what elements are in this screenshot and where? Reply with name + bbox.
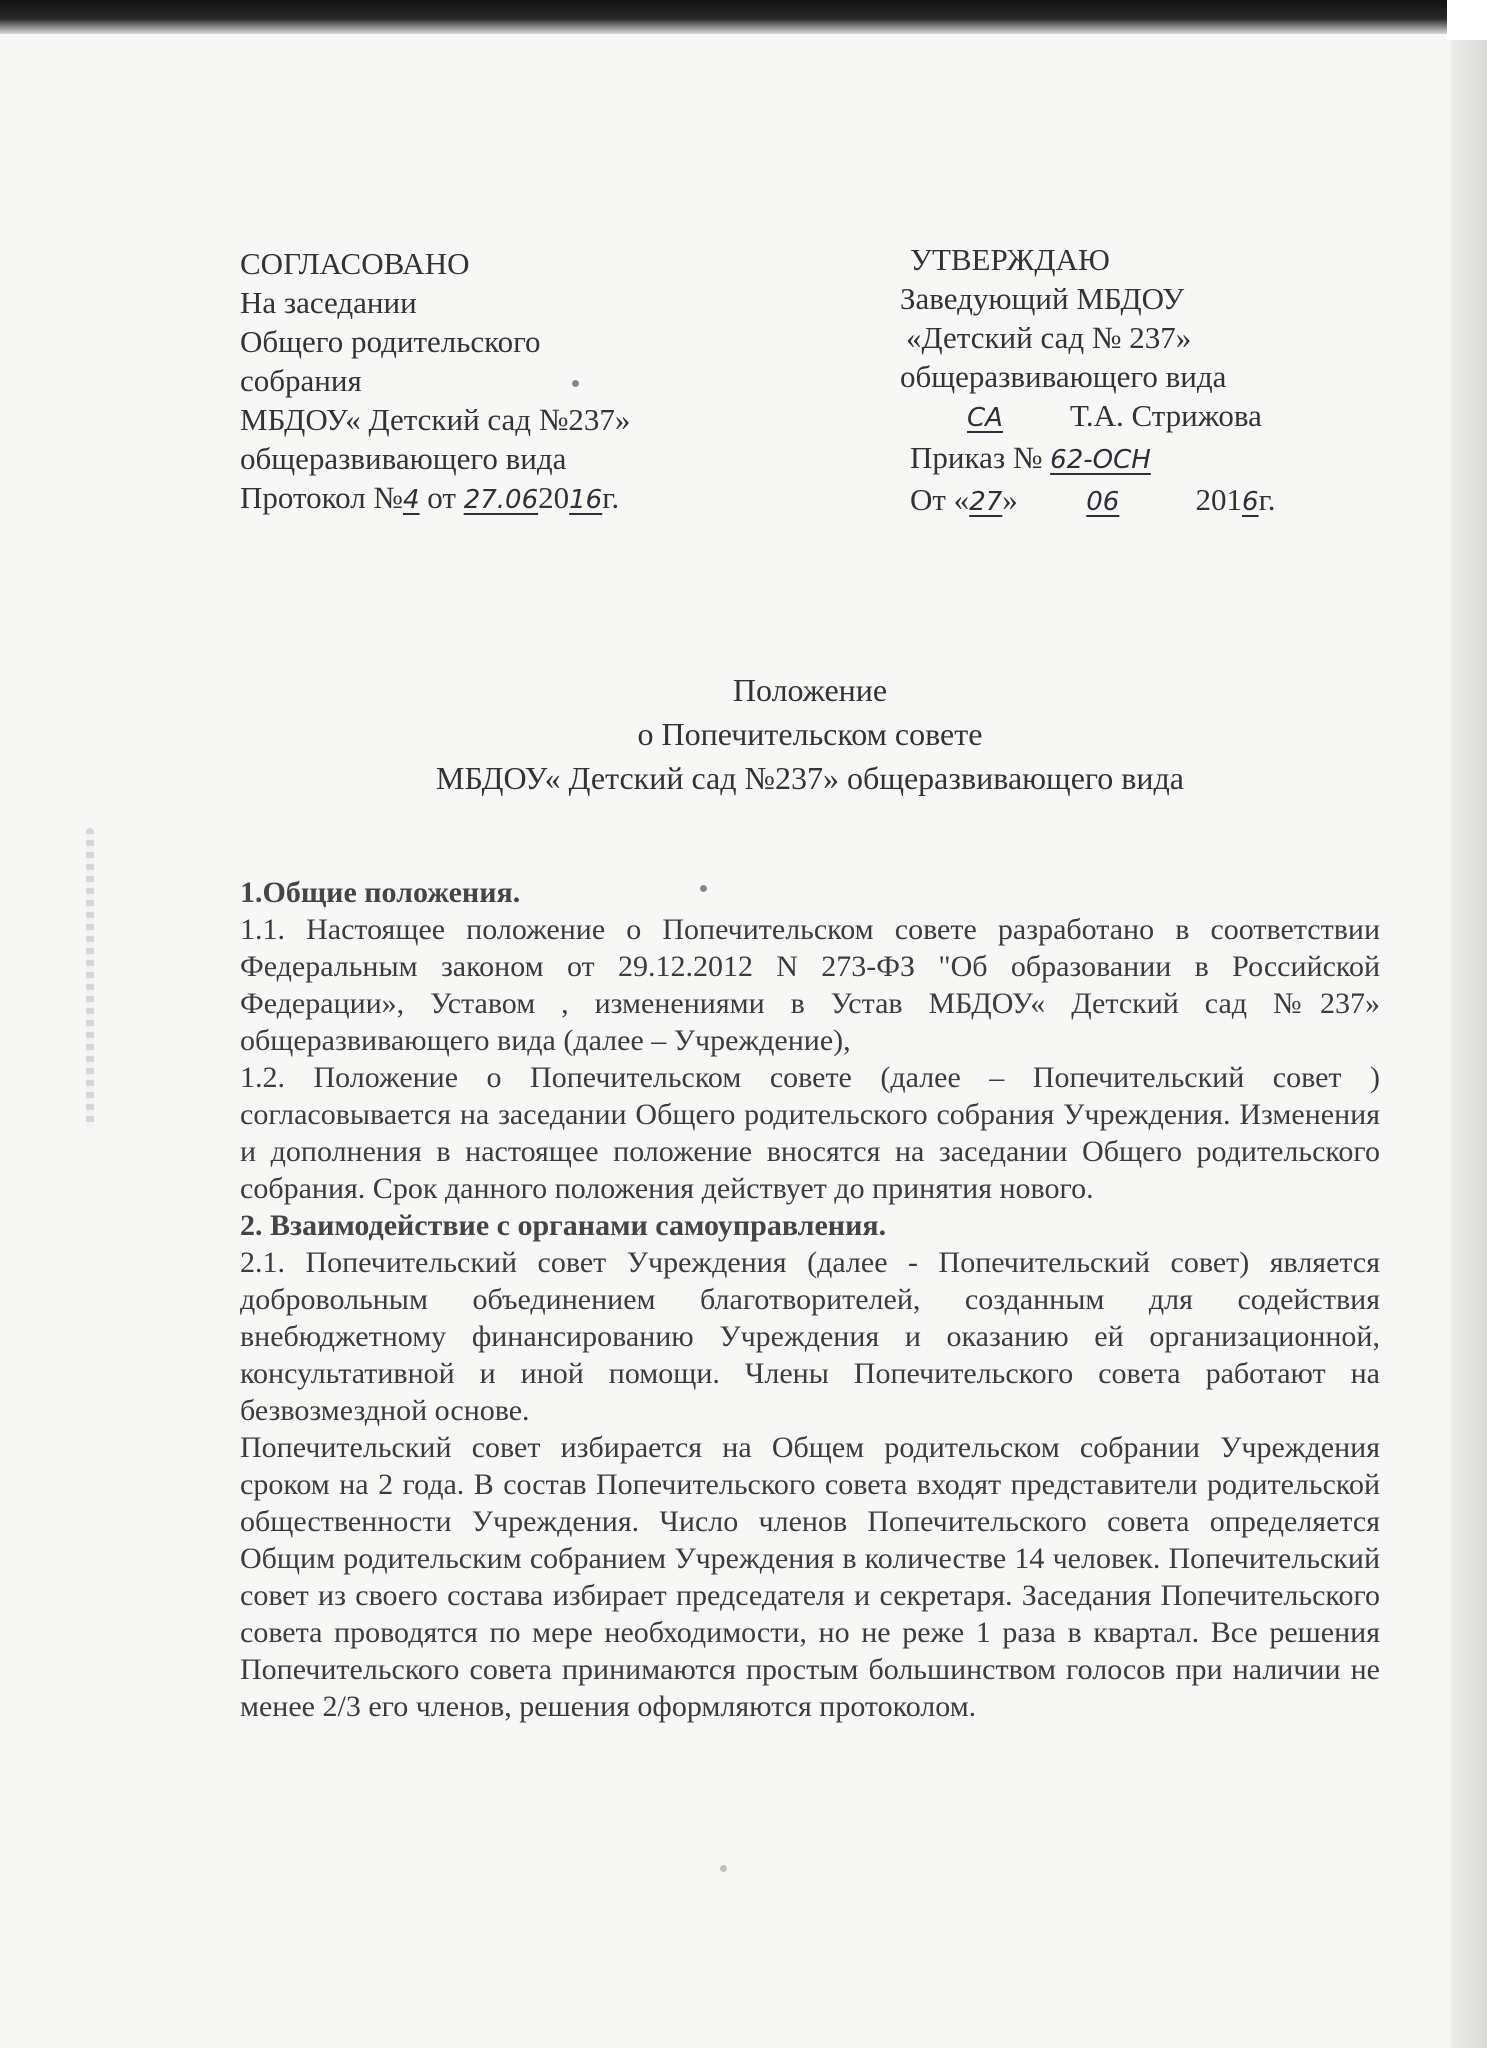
title-line-2: о Попечительском совете — [637, 716, 983, 752]
protocol-year-prefix: 20 — [538, 480, 570, 515]
paragraph-2-2: Попечительский совет избирается на Общем родительском собрании Учреждения сроком на 2 года. В состав Попечительского совета входят представители родительской общественности Учреждения. Число членов Попечительского совета определяется Общим родительским собранием Учреждения в количестве 14 человек. Попечительский совет из своего состава избирает председателя и секретаря. Заседания Попечительского совета проводятся по мере необходимости, но не реже 1 раза в квартал. Все решения Попечительского совета принимаются простым большинством голосов при наличии не менее 2/3 его членов, решения оформляются протоколом. — [240, 1431, 1380, 1723]
protocol-line — [240, 478, 630, 520]
section-heading-1: 1.Общие положения. — [240, 876, 521, 909]
signature-line — [900, 396, 1276, 438]
section-heading-2: 2. Взаимодействие с органами самоуправления. — [240, 1209, 887, 1242]
date-month: 06 — [1086, 487, 1120, 517]
document-body — [240, 874, 1380, 1725]
paragraph-2-1: 2.1. Попечительский совет Учреждения (далее - Попечительский совет) является добровольным объединением благотворителей, созданным для содействия внебюджетному финансированию Учреждения и оказанию ей организационной, консультативной и иной помощи. Члены Попечительского совета работают на безвозмездной основе. — [240, 1246, 1380, 1427]
date-mid: » — [1002, 482, 1018, 517]
signature: СА — [967, 403, 1003, 433]
agreed-line: общеразвивающего вида — [240, 441, 567, 476]
approved-line: Заведующий МБДОУ — [900, 281, 1185, 316]
protocol-from: от — [427, 480, 456, 515]
signer-name: Т.А. Стрижова — [1070, 398, 1262, 433]
order-line — [900, 438, 1276, 480]
protocol-year-suffix: 16 — [569, 485, 603, 515]
protocol-date: 27.06 — [463, 485, 539, 515]
paragraph-1-1: 1.1. Настоящее положение о Попечительском совете разработано в соответствии Федеральным законом от 29.12.2012 N 273-ФЗ "Об образовании в Российской Федерации», Уставом , изменениями в Устав МБДОУ« Детский сад №237» общеразвивающего вида (далее – Учреждение), — [240, 913, 1380, 1057]
date-year-prefix: 201 — [1195, 482, 1243, 517]
date-prefix: От « — [910, 482, 970, 517]
approved-line: УТВЕРЖДАЮ — [910, 242, 1110, 277]
approved-line: «Детский сад № 237» — [906, 320, 1192, 355]
protocol-prefix: Протокол № — [240, 480, 403, 515]
date-year-end: г. — [1258, 482, 1276, 517]
title-line-1: Положение — [732, 672, 888, 708]
agreed-line: МБДОУ« Детский сад №237» — [240, 402, 631, 437]
approved-block — [900, 240, 1276, 522]
date-year-suffix: 6 — [1242, 487, 1259, 517]
protocol-year-end: г. — [602, 480, 620, 515]
scan-speck — [572, 380, 579, 387]
agreed-line: собрания — [240, 363, 362, 398]
paragraph-1-2: 1.2. Положение о Попечительском совете (далее – Попечительский совет ) согласовывается на заседании Общего родительского собрания Учреждения. Изменения и дополнения в настоящее положение вносятся на заседании Общего родительского собрания. Срок данного положения действует до принятия нового. — [240, 1061, 1380, 1205]
document-title — [240, 668, 1380, 800]
order-number: 62-ОСН — [1050, 445, 1151, 475]
order-prefix: Приказ № — [910, 440, 1043, 475]
agreed-line: На заседании — [240, 285, 417, 320]
protocol-number: 4 — [403, 485, 420, 515]
agreed-line: СОГЛАСОВАНО — [240, 246, 470, 281]
title-line-3: МБДОУ« Детский сад №237» общеразвивающего вида — [436, 760, 1184, 796]
date-day: 27 — [969, 487, 1003, 517]
scan-speck — [720, 1865, 727, 1872]
approval-date-line — [900, 480, 1276, 522]
agreed-line: Общего родительского — [240, 324, 541, 359]
scan-speck — [700, 885, 707, 892]
approved-line: общеразвивающего вида — [900, 359, 1227, 394]
